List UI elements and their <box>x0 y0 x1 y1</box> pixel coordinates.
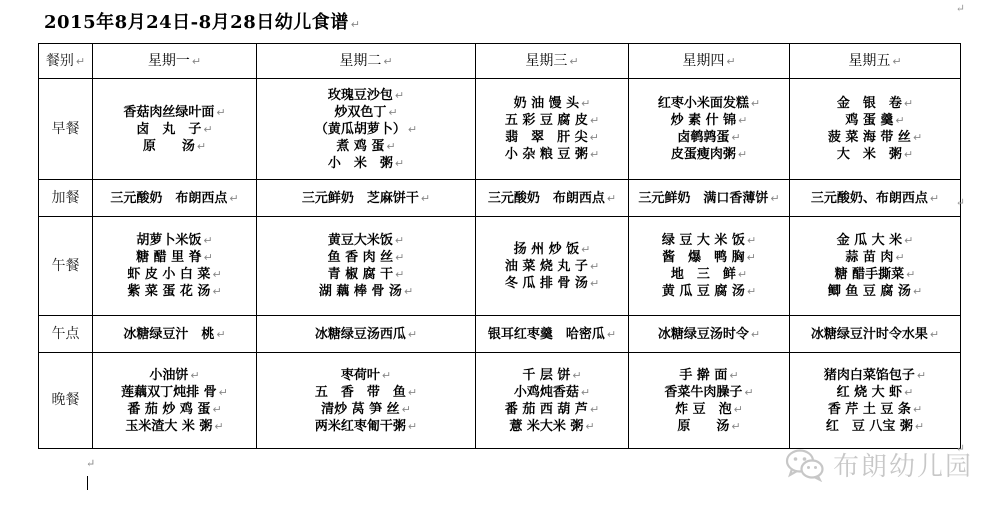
paragraph-mark: ↵ <box>212 285 222 298</box>
dish-text: 蒜 苗 肉 <box>845 250 894 265</box>
dish-line <box>95 326 254 343</box>
meal-row <box>39 316 961 353</box>
dish-line <box>259 87 473 104</box>
meal-label-cell <box>39 79 93 180</box>
paragraph-mark: ↵ <box>86 457 96 470</box>
dish-line <box>631 190 787 207</box>
paragraph-mark: ↵ <box>912 402 923 416</box>
watermark <box>785 446 973 483</box>
dish-text: 冰糖绿豆汁 桃 <box>123 326 215 342</box>
dish-text: 虾 皮 小 白 菜 <box>127 267 211 282</box>
dish-text: 红 豆 八宝 粥 <box>825 418 913 434</box>
dish-line <box>478 190 626 207</box>
day-label: 星期三 <box>525 52 568 69</box>
paragraph-mark: ↵ <box>738 114 748 127</box>
dish-cell <box>257 217 476 316</box>
dish-text: 酱 爆 鸭 胸 <box>662 250 745 265</box>
dish-line <box>792 146 958 163</box>
paragraph-mark: ↵ <box>589 114 600 127</box>
title-text: 2015年8月24日-8月28日幼儿食谱 <box>44 12 349 33</box>
paragraph-mark: ↵ <box>407 385 418 399</box>
dish-cell <box>476 316 629 353</box>
dish-cell <box>93 79 257 180</box>
paragraph-mark: ↵ <box>904 385 914 399</box>
dish-line <box>95 418 254 435</box>
dish-text: 原 汤 <box>677 418 730 434</box>
text-cursor <box>87 476 88 490</box>
paragraph-mark: ↵ <box>75 54 86 68</box>
paragraph-mark: ↵ <box>750 97 761 110</box>
paragraph-mark: ↵ <box>589 402 600 416</box>
dish-text: 湖 藕 棒 骨 汤 <box>318 284 402 299</box>
menu-table <box>38 43 961 449</box>
paragraph-mark: ↵ <box>394 156 405 170</box>
dish-text: 三元鲜奶 满口香薄饼 <box>638 190 769 206</box>
dish-text: 猪肉白菜馅包子 <box>823 367 915 383</box>
dish-text: 大 米 粥 <box>836 147 902 162</box>
paragraph-mark: ↵ <box>218 385 228 399</box>
meal-row <box>39 217 961 316</box>
dish-cell <box>93 316 257 353</box>
dish-line <box>259 155 473 172</box>
paragraph-mark: ↵ <box>196 139 207 153</box>
meal-row <box>39 353 961 449</box>
paragraph-mark: ↵ <box>585 419 595 433</box>
paragraph-mark: ↵ <box>216 105 226 119</box>
dish-text: 绿 豆 大 米 饭 <box>661 233 745 248</box>
dish-line <box>631 283 787 300</box>
paragraph-mark: ↵ <box>407 419 418 433</box>
dish-text: 紫 菜 蛋 花 汤 <box>127 284 211 299</box>
dish-cell <box>257 316 476 353</box>
dish-line <box>631 146 787 163</box>
paragraph-mark: ↵ <box>903 148 914 161</box>
dish-cell <box>629 79 790 180</box>
paragraph-mark: ↵ <box>191 54 202 68</box>
paragraph-mark: ↵ <box>606 327 617 341</box>
paragraph-mark: ↵ <box>955 196 965 209</box>
dish-line <box>478 275 626 292</box>
dish-cell <box>93 217 257 316</box>
paragraph-mark: ↵ <box>904 234 914 247</box>
dish-line <box>792 249 958 266</box>
meal-row <box>39 79 961 180</box>
dish-cell <box>257 180 476 217</box>
dish-text: 三元酸奶 布朗西点 <box>110 190 228 206</box>
dish-text: 红枣小米面发糕 <box>657 96 749 111</box>
dish-line <box>259 190 473 207</box>
paragraph-mark: ↵ <box>386 139 396 153</box>
dish-text: 香菇肉丝绿叶面 <box>123 104 215 120</box>
dish-line <box>792 190 958 207</box>
dish-text: 鱼 香 肉 丝 <box>327 250 394 265</box>
paragraph-mark: ↵ <box>589 131 599 144</box>
page-title <box>44 8 360 34</box>
dish-text: 金 银 卷 <box>836 96 902 111</box>
dish-line <box>478 241 626 258</box>
paragraph-mark: ↵ <box>214 419 224 433</box>
paragraph-mark: ↵ <box>912 131 923 144</box>
dish-text: 扬 州 炒 饭 <box>513 241 580 257</box>
dish-cell <box>257 353 476 449</box>
meal-header-label: 餐别 <box>45 52 74 69</box>
meal-row <box>39 180 961 217</box>
dish-text: 地 三 鲜 <box>670 267 736 282</box>
paragraph-mark: ↵ <box>394 88 405 102</box>
dish-cell <box>476 217 629 316</box>
dish-text: 五 彩 豆 腐 皮 <box>504 113 588 128</box>
paragraph-mark: ↵ <box>731 131 741 144</box>
paragraph-mark: ↵ <box>395 268 405 281</box>
day-header-cell <box>93 44 257 79</box>
dish-text: 小鸡炖香菇 <box>513 384 579 400</box>
paragraph-mark: ↵ <box>580 385 591 399</box>
dish-text: 卤 丸 子 <box>136 121 202 137</box>
meal-header-cell <box>39 44 93 79</box>
meal-label-cell <box>39 353 93 449</box>
day-label: 星期五 <box>848 52 891 69</box>
day-label: 星期四 <box>682 52 725 69</box>
dish-line <box>631 232 787 249</box>
dish-line <box>95 384 254 401</box>
dish-line <box>478 258 626 275</box>
meal-label-cell <box>39 180 93 217</box>
paragraph-mark: ↵ <box>895 114 905 127</box>
paragraph-mark: ↵ <box>407 122 418 136</box>
dish-cell <box>790 353 961 449</box>
paragraph-mark: ↵ <box>906 268 916 281</box>
dish-text: 小 米 粥 <box>327 155 393 171</box>
day-header-cell <box>629 44 790 79</box>
dish-line <box>478 129 626 146</box>
dish-line <box>95 190 254 207</box>
dish-text: 原 汤 <box>142 138 195 154</box>
paragraph-mark: ↵ <box>203 251 213 264</box>
day-header-cell <box>790 44 961 79</box>
paragraph-mark: ↵ <box>895 251 905 264</box>
dish-line <box>631 367 787 384</box>
dish-text: 清炒 莴 笋 丝 <box>321 401 400 417</box>
paragraph-mark: ↵ <box>916 368 927 382</box>
dish-text: 手 擀 面 <box>679 367 728 383</box>
day-header-cell <box>476 44 629 79</box>
watermark-text: 布朗幼儿园 <box>832 452 973 482</box>
dish-cell <box>476 353 629 449</box>
dish-text: 炒双色丁 <box>334 104 387 120</box>
dish-text: 糖 醋 里 脊 <box>136 250 202 265</box>
paragraph-mark: ↵ <box>914 419 925 433</box>
dish-text: 黄豆大米饭 <box>327 233 393 248</box>
dish-line <box>478 367 626 384</box>
dish-text: 莲藕双丁炖排 骨 <box>121 384 217 400</box>
paragraph-mark: ↵ <box>912 285 923 298</box>
dish-text: 三元鲜奶 芝麻饼干 <box>301 190 419 206</box>
paragraph-mark: ↵ <box>955 2 965 15</box>
dish-line <box>478 418 626 435</box>
dish-cell <box>257 79 476 180</box>
dish-text: 玉米渣大 米 粥 <box>125 418 213 434</box>
dish-line <box>792 232 958 249</box>
dish-line <box>95 232 254 249</box>
dish-cell <box>790 217 961 316</box>
paragraph-mark: ↵ <box>420 191 431 205</box>
dish-line <box>792 266 958 283</box>
dish-text: 奶 油 馒 头 <box>513 96 580 111</box>
dish-text: 鸡 蛋 羹 <box>845 113 894 128</box>
dish-line <box>478 146 626 163</box>
dish-line <box>631 384 787 401</box>
paragraph-mark: ↵ <box>892 54 902 68</box>
dish-line <box>259 401 473 418</box>
dish-line <box>95 249 254 266</box>
dish-text: 冰糖绿豆汁时令水果 <box>810 326 928 342</box>
dish-line <box>792 95 958 112</box>
dish-text: 千 层 饼 <box>522 367 571 383</box>
paragraph-mark: ↵ <box>737 148 748 161</box>
dish-text: 两米红枣匍干粥 <box>314 418 406 434</box>
dish-text: 冬 瓜 排 骨 汤 <box>504 275 588 291</box>
paragraph-mark: ↵ <box>581 97 591 110</box>
day-label: 星期一 <box>147 52 190 69</box>
paragraph-mark: ↵ <box>381 368 392 382</box>
dish-text: 炒 素 什 锦 <box>670 113 737 128</box>
dish-line <box>478 112 626 129</box>
dish-text: 油 菜 烧 丸 子 <box>504 258 588 274</box>
paragraph-mark: ↵ <box>746 285 757 298</box>
paragraph-mark: ↵ <box>903 97 914 110</box>
meal-label: 晚餐 <box>51 392 80 408</box>
dish-text: 卤鹌鹑蛋 <box>677 130 730 145</box>
dish-line <box>95 283 254 300</box>
dish-text: 青 椒 腐 干 <box>327 267 394 282</box>
dish-line <box>259 326 473 343</box>
paragraph-mark: ↵ <box>744 385 754 399</box>
dish-text: 五 香 带 鱼 <box>314 384 406 400</box>
paragraph-mark: ↵ <box>729 368 739 382</box>
day-label: 星期二 <box>339 52 382 69</box>
dish-cell <box>790 316 961 353</box>
meal-label-cell <box>39 316 93 353</box>
paragraph-mark: ↵ <box>407 327 418 341</box>
paragraph-mark: ↵ <box>731 419 741 433</box>
dish-line <box>259 121 473 138</box>
dish-text: 三元酸奶、布朗西点 <box>810 190 928 206</box>
paragraph-mark: ↵ <box>589 148 600 161</box>
dish-text: 小油饼 <box>149 367 189 383</box>
dish-text: 枣荷叶 <box>340 367 380 383</box>
dish-line <box>631 112 787 129</box>
dish-line <box>792 418 958 435</box>
paragraph-mark: ↵ <box>746 251 756 264</box>
dish-line <box>259 138 473 155</box>
dish-line <box>259 249 473 266</box>
dish-line <box>631 249 787 266</box>
paragraph-mark: ↵ <box>746 234 757 247</box>
paragraph-mark: ↵ <box>401 402 411 416</box>
dish-line <box>792 384 958 401</box>
dish-line <box>95 104 254 121</box>
header-row <box>39 44 961 79</box>
paragraph-mark: ↵ <box>581 242 591 256</box>
paragraph-mark: ↵ <box>388 105 398 119</box>
dish-cell <box>790 180 961 217</box>
dish-text: 胡萝卜米饭 <box>136 233 202 248</box>
dish-text: 菠 菜 海 带 丝 <box>827 130 911 145</box>
dish-text: 鲫 鱼 豆 腐 汤 <box>827 284 911 299</box>
paragraph-mark: ↵ <box>929 327 940 341</box>
meal-label-cell <box>39 217 93 316</box>
dish-text: 番 茄 炒 鸡 蛋 <box>127 401 211 417</box>
paragraph-mark: ↵ <box>350 18 361 31</box>
paragraph-mark: ↵ <box>750 327 761 341</box>
dish-line <box>631 266 787 283</box>
paragraph-mark: ↵ <box>216 327 226 341</box>
dish-text: 银耳红枣羹 哈密瓜 <box>487 326 605 342</box>
dish-cell <box>629 217 790 316</box>
dish-line <box>631 95 787 112</box>
paragraph-mark: ↵ <box>403 285 414 298</box>
paragraph-mark: ↵ <box>229 191 239 205</box>
paragraph-mark: ↵ <box>726 54 736 68</box>
paragraph-mark: ↵ <box>394 234 405 247</box>
dish-line <box>259 384 473 401</box>
dish-cell <box>629 180 790 217</box>
paragraph-mark: ↵ <box>733 402 743 416</box>
dish-text: 三元酸奶 布朗西点 <box>487 190 605 206</box>
dish-line <box>631 326 787 343</box>
dish-text: 冰糖绿豆汤西瓜 <box>314 326 406 342</box>
paragraph-mark: ↵ <box>929 191 940 205</box>
dish-line <box>259 283 473 300</box>
paragraph-mark: ↵ <box>737 268 748 281</box>
paragraph-mark: ↵ <box>212 402 222 416</box>
dish-line <box>95 367 254 384</box>
dish-text: 炸 豆 泡 <box>675 401 732 417</box>
dish-line <box>95 121 254 138</box>
dish-line <box>792 112 958 129</box>
paragraph-mark: ↵ <box>190 368 200 382</box>
dish-text: 煮 鸡 蛋 <box>336 138 385 154</box>
dish-text: 翡 翠 肝 尖 <box>505 130 588 145</box>
paragraph-mark: ↵ <box>589 259 600 273</box>
dish-text: 小 杂 粮 豆 粥 <box>504 147 588 162</box>
paragraph-mark: ↵ <box>589 276 600 290</box>
dish-line <box>478 401 626 418</box>
dish-line <box>792 367 958 384</box>
dish-text: 冰糖绿豆汤时令 <box>657 326 749 342</box>
meal-label: 午餐 <box>51 257 80 274</box>
dish-text: （黄瓜胡萝卜） <box>314 121 406 137</box>
dish-cell <box>93 180 257 217</box>
dish-text: 糖 醋手撕菜 <box>834 267 905 282</box>
paragraph-mark: ↵ <box>955 442 965 455</box>
dish-line <box>259 418 473 435</box>
dish-text: 薏 米大米 粥 <box>509 418 584 434</box>
dish-line <box>631 401 787 418</box>
dish-line <box>259 367 473 384</box>
dish-line <box>259 104 473 121</box>
paragraph-mark: ↵ <box>203 234 213 247</box>
dish-cell <box>629 316 790 353</box>
dish-line <box>95 401 254 418</box>
meal-label: 早餐 <box>51 120 80 137</box>
dish-line <box>792 283 958 300</box>
dish-line <box>792 326 958 343</box>
dish-line <box>259 232 473 249</box>
paragraph-mark: ↵ <box>770 191 780 205</box>
paragraph-mark: ↵ <box>606 191 617 205</box>
dish-cell <box>790 79 961 180</box>
dish-line <box>95 266 254 283</box>
day-header-cell <box>257 44 476 79</box>
dish-line <box>631 418 787 435</box>
paragraph-mark: ↵ <box>383 54 393 68</box>
paragraph-mark: ↵ <box>395 251 405 264</box>
dish-text: 玫瑰豆沙包 <box>327 87 393 103</box>
dish-line <box>95 138 254 155</box>
dish-text: 黄 瓜 豆 腐 汤 <box>661 284 745 299</box>
dish-line <box>792 401 958 418</box>
paragraph-mark: ↵ <box>572 368 582 382</box>
dish-cell <box>476 180 629 217</box>
dish-line <box>259 266 473 283</box>
dish-line <box>478 95 626 112</box>
dish-line <box>478 384 626 401</box>
dish-line <box>631 129 787 146</box>
dish-line <box>792 129 958 146</box>
meal-label: 午点 <box>51 325 80 342</box>
dish-line <box>478 326 626 343</box>
wechat-icon <box>785 448 825 482</box>
paragraph-mark: ↵ <box>569 54 579 68</box>
meal-label: 加餐 <box>51 189 80 206</box>
paragraph-mark: ↵ <box>212 268 222 281</box>
dish-text: 番 茄 西 葫 芦 <box>504 401 588 417</box>
paragraph-mark: ↵ <box>203 122 213 136</box>
dish-text: 香菜牛肉臊子 <box>664 384 743 400</box>
dish-cell <box>629 353 790 449</box>
dish-cell <box>476 79 629 180</box>
dish-text: 金 瓜 大 米 <box>836 233 903 248</box>
dish-text: 皮蛋瘦肉粥 <box>670 147 736 162</box>
menu-table-body <box>39 44 961 449</box>
dish-cell <box>93 353 257 449</box>
dish-text: 香 芹 土 豆 条 <box>827 401 911 417</box>
dish-text: 红 烧 大 虾 <box>836 384 903 400</box>
